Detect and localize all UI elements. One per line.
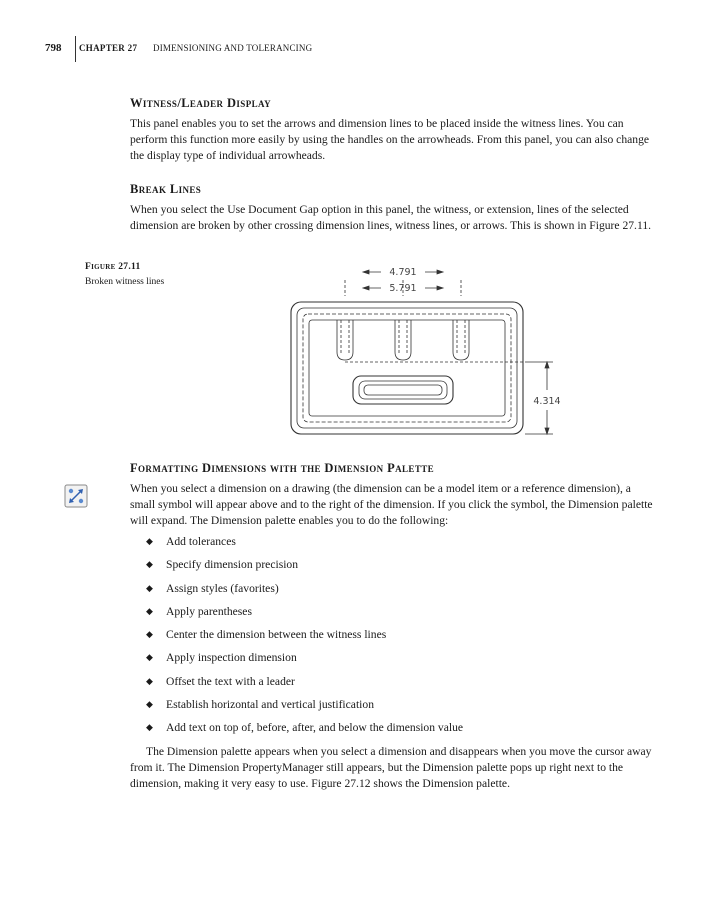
- figure-label: Figure 27.11: [85, 262, 141, 272]
- handle-slot-inner: [359, 381, 447, 399]
- list-item: ◆ Apply parentheses: [146, 604, 252, 618]
- bullet-diamond-icon: ◆: [146, 722, 153, 733]
- bullet-diamond-icon: ◆: [146, 652, 153, 663]
- bullet-diamond-icon: ◆: [146, 605, 153, 616]
- section-body-dimension-palette: When you select a dimension on a drawing (the dimension can be a model item or a reference dimension), a small symbol will appear above and to the right of the dimension. If you click the symbol, the Dimension palette will expand. The Dimension palette enables you to do the following:: [130, 482, 653, 527]
- dim-arrow: [437, 270, 443, 274]
- section-body-break-lines: When you select the Use Document Gap option in this panel, the witness, or extension, lines of the selected dimension are broken by other crossing dimension lines, witness lines, or arrows. This is shown in Figure 27.11.: [130, 203, 652, 232]
- bullet-diamond-icon: ◆: [146, 559, 153, 570]
- section-body-witness-leader: This panel enables you to set the arrows and dimension lines to be placed inside the witness lines. You can perform this function more easily by using the handles on the arrowheads. From this panel, you can also change the display type of individual arrowheads.: [130, 117, 650, 162]
- chapter-title: DIMENSIONING AND TOLERANCING: [153, 43, 313, 53]
- list-item: ◆ Add text on top of, before, after, and below the dimension value: [146, 721, 464, 735]
- handle-slot-core: [364, 385, 442, 395]
- section-heading-witness-leader: Witness/Leader Display: [130, 96, 271, 110]
- dim-arrow: [363, 286, 369, 290]
- running-header: [0, 36, 717, 62]
- dimension-palette-icon: [64, 484, 88, 508]
- page-number: 798: [45, 42, 62, 54]
- bullet-diamond-icon: ◆: [146, 699, 153, 710]
- part-outline-inner: [309, 320, 505, 416]
- section-heading-dimension-palette: Formatting Dimensions with the Dimension Palette: [130, 461, 435, 475]
- post-center: [395, 320, 411, 360]
- bullet-diamond-icon: ◆: [146, 582, 153, 593]
- dim-arrow: [437, 286, 443, 290]
- dim-text-second: 5.791: [389, 283, 417, 294]
- bullet-diamond-icon: ◆: [146, 536, 153, 546]
- list-item: ◆ Center the dimension between the witness lines: [146, 628, 387, 642]
- handle-slot-outer: [353, 376, 453, 404]
- figure-caption: Broken witness lines: [85, 277, 165, 287]
- list-item: ◆ Establish horizontal and vertical justification: [146, 698, 374, 712]
- dim-text-right: 4.314: [533, 396, 561, 407]
- bullet-diamond-icon: ◆: [146, 629, 153, 640]
- dim-text-top: 4.791: [389, 267, 417, 278]
- figure-broken-witness-lines: [285, 260, 585, 440]
- list-item: ◆ Apply inspection dimension: [146, 651, 297, 665]
- palette-features-list: [146, 534, 463, 744]
- post-left: [337, 320, 353, 360]
- list-item: ◆ Specify dimension precision: [146, 558, 299, 572]
- section-heading-break-lines: Break Lines: [130, 182, 202, 196]
- list-item: ◆ Offset the text with a leader: [146, 674, 295, 688]
- dim-arrow: [545, 362, 549, 368]
- header-divider: [75, 36, 76, 62]
- list-item: ◆ Assign styles (favorites): [146, 581, 279, 595]
- closing-paragraph: The Dimension palette appears when you select a dimension and disappears when you move the cursor away from it. The Dimension PropertyManager still appears, but the Dimension palette pops up right next to the dimension, making it very easy to use. Figure 27.12 shows the Dimension palette.: [130, 745, 652, 790]
- bullet-diamond-icon: ◆: [146, 675, 153, 686]
- list-item: ◆ Add tolerances: [146, 535, 236, 548]
- dim-arrow: [363, 270, 369, 274]
- chapter-label: CHAPTER 27: [79, 43, 138, 53]
- dim-arrow: [545, 428, 549, 434]
- post-right: [453, 320, 469, 360]
